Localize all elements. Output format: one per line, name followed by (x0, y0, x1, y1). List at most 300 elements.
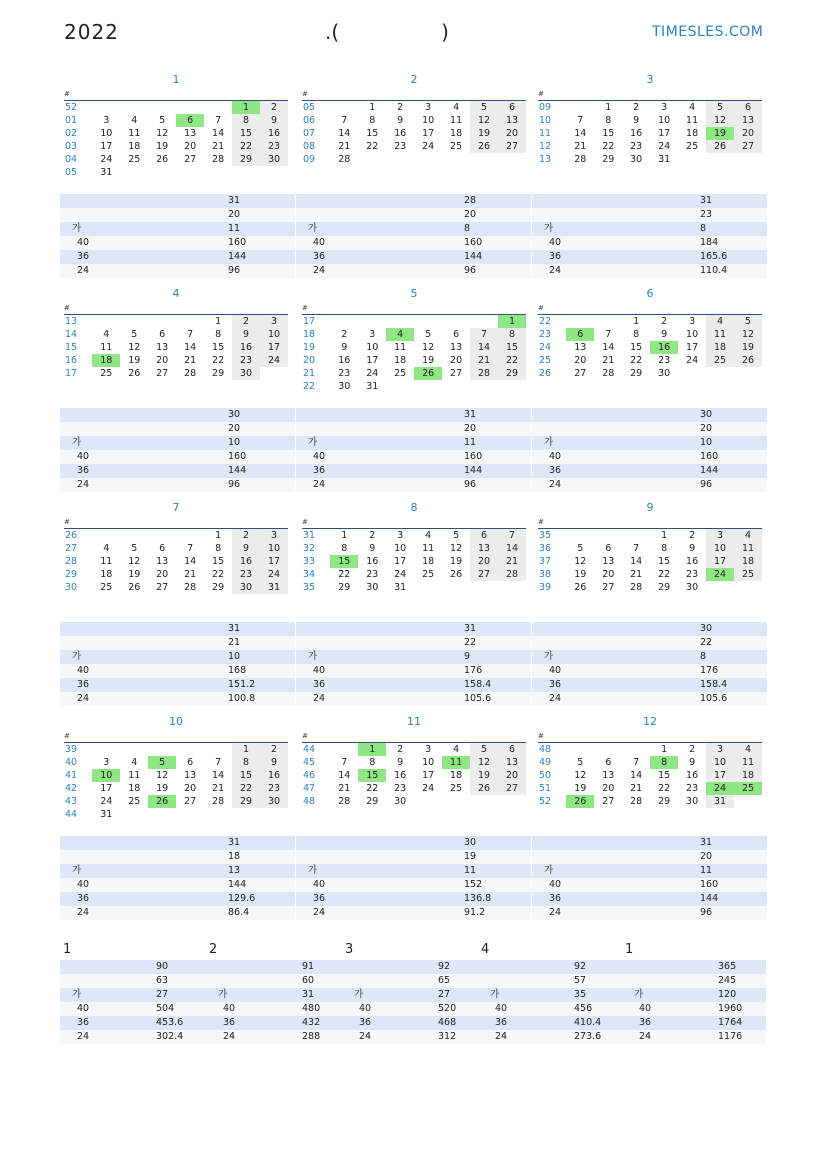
day-cell[interactable]: 14 (630, 556, 643, 567)
day-cell[interactable]: 5 (470, 101, 498, 114)
day-cell[interactable]: 1 (633, 316, 640, 327)
day-cell[interactable]: 20 (602, 569, 615, 580)
day-cell[interactable]: 22 (366, 783, 379, 794)
day-cell[interactable]: 24 (706, 568, 734, 581)
day-cell[interactable]: 7 (187, 329, 194, 340)
day-cell[interactable]: 27 (602, 796, 615, 807)
day-cell[interactable]: 12 (734, 328, 762, 341)
day-cell[interactable]: 7 (633, 757, 640, 768)
day-cell[interactable]: 23 (686, 783, 699, 794)
day-cell[interactable]: 27 (498, 782, 526, 795)
day-cell[interactable]: 14 (602, 342, 615, 353)
day-cell[interactable]: 13 (156, 556, 169, 567)
day-cell[interactable]: 29 (212, 368, 225, 379)
day-cell[interactable]: 6 (498, 743, 526, 756)
day-cell[interactable]: 26 (156, 154, 169, 165)
day-cell[interactable]: 30 (260, 795, 288, 808)
day-cell[interactable]: 29 (602, 154, 615, 165)
day-cell[interactable]: 22 (212, 569, 225, 580)
day-cell[interactable]: 8 (215, 543, 222, 554)
day-cell[interactable]: 16 (394, 770, 407, 781)
day-cell[interactable]: 24 (100, 154, 113, 165)
day-cell[interactable]: 5 (577, 757, 584, 768)
day-cell[interactable]: 29 (658, 582, 671, 593)
day-cell[interactable]: 28 (184, 582, 197, 593)
day-cell[interactable]: 3 (260, 315, 288, 328)
day-cell[interactable]: 8 (605, 115, 612, 126)
day-cell[interactable]: 6 (566, 328, 594, 341)
day-cell[interactable]: 3 (260, 529, 288, 542)
day-cell[interactable]: 9 (260, 756, 288, 769)
day-cell[interactable]: 8 (498, 328, 526, 341)
day-cell[interactable]: 5 (159, 115, 166, 126)
day-cell[interactable]: 25 (734, 568, 762, 581)
day-cell[interactable]: 25 (100, 368, 113, 379)
day-cell[interactable]: 12 (128, 556, 141, 567)
day-cell[interactable]: 12 (422, 342, 435, 353)
day-cell[interactable]: 4 (734, 743, 762, 756)
day-cell[interactable]: 29 (338, 582, 351, 593)
day-cell[interactable]: 25 (450, 783, 463, 794)
day-cell[interactable]: 14 (338, 128, 351, 139)
day-cell[interactable]: 21 (470, 354, 498, 367)
day-cell[interactable]: 26 (128, 368, 141, 379)
day-cell[interactable]: 25 (706, 354, 734, 367)
day-cell[interactable]: 17 (100, 783, 113, 794)
day-cell[interactable]: 20 (470, 555, 498, 568)
day-cell[interactable]: 19 (470, 127, 498, 140)
day-cell[interactable]: 30 (260, 153, 288, 166)
day-cell[interactable]: 24 (706, 782, 734, 795)
day-cell[interactable]: 11 (686, 115, 699, 126)
day-cell[interactable]: 7 (215, 757, 222, 768)
day-cell[interactable]: 3 (103, 115, 110, 126)
day-cell[interactable]: 30 (686, 796, 699, 807)
day-cell[interactable]: 11 (422, 543, 435, 554)
day-cell[interactable]: 19 (734, 341, 762, 354)
day-cell[interactable]: 20 (184, 783, 197, 794)
day-cell[interactable]: 18 (734, 769, 762, 782)
day-cell[interactable]: 30 (366, 582, 379, 593)
day-cell[interactable]: 23 (686, 569, 699, 580)
day-cell[interactable]: 14 (470, 341, 498, 354)
day-cell[interactable]: 10 (92, 769, 120, 782)
day-cell[interactable]: 4 (131, 757, 138, 768)
day-cell[interactable]: 1 (661, 530, 668, 541)
day-cell[interactable]: 11 (128, 128, 141, 139)
day-cell[interactable]: 2 (232, 529, 260, 542)
day-cell[interactable]: 22 (232, 140, 260, 153)
day-cell[interactable]: 12 (470, 114, 498, 127)
day-cell[interactable]: 14 (184, 342, 197, 353)
day-cell[interactable]: 5 (706, 101, 734, 114)
day-cell[interactable]: 18 (734, 555, 762, 568)
day-cell[interactable]: 3 (397, 530, 404, 541)
day-cell[interactable]: 26 (470, 782, 498, 795)
day-cell[interactable]: 7 (215, 115, 222, 126)
day-cell[interactable]: 1 (341, 530, 348, 541)
day-cell[interactable]: 10 (422, 757, 435, 768)
day-cell[interactable]: 8 (215, 329, 222, 340)
day-cell[interactable]: 5 (453, 530, 460, 541)
day-cell[interactable]: 23 (232, 354, 260, 367)
day-cell[interactable]: 2 (689, 744, 696, 755)
day-cell[interactable]: 2 (661, 316, 668, 327)
day-cell[interactable]: 18 (450, 770, 463, 781)
day-cell[interactable]: 12 (574, 770, 587, 781)
day-cell[interactable]: 13 (574, 342, 587, 353)
day-cell[interactable]: 6 (605, 757, 612, 768)
day-cell[interactable]: 26 (470, 140, 498, 153)
day-cell[interactable]: 27 (470, 568, 498, 581)
day-cell[interactable]: 18 (100, 569, 113, 580)
day-cell[interactable]: 22 (212, 355, 225, 366)
day-cell[interactable]: 24 (100, 796, 113, 807)
day-cell[interactable]: 4 (453, 744, 460, 755)
day-cell[interactable]: 21 (184, 569, 197, 580)
day-cell[interactable]: 2 (689, 530, 696, 541)
day-cell[interactable]: 17 (706, 555, 734, 568)
day-cell[interactable]: 3 (369, 329, 376, 340)
day-cell[interactable]: 1 (358, 743, 386, 756)
day-cell[interactable]: 29 (658, 796, 671, 807)
day-cell[interactable]: 9 (689, 757, 696, 768)
day-cell[interactable]: 25 (422, 569, 435, 580)
day-cell[interactable]: 21 (630, 783, 643, 794)
day-cell[interactable]: 3 (706, 743, 734, 756)
day-cell[interactable]: 17 (260, 555, 288, 568)
day-cell[interactable]: 12 (156, 770, 169, 781)
day-cell[interactable]: 11 (450, 115, 463, 126)
day-cell[interactable]: 19 (422, 355, 435, 366)
day-cell[interactable]: 8 (341, 543, 348, 554)
day-cell[interactable]: 29 (232, 795, 260, 808)
day-cell[interactable]: 7 (498, 529, 526, 542)
day-cell[interactable]: 27 (602, 582, 615, 593)
day-cell[interactable]: 5 (148, 756, 176, 769)
day-cell[interactable]: 7 (605, 329, 612, 340)
day-cell[interactable]: 5 (734, 315, 762, 328)
day-cell[interactable]: 17 (100, 141, 113, 152)
day-cell[interactable]: 1 (232, 743, 260, 756)
day-cell[interactable]: 3 (661, 102, 668, 113)
day-cell[interactable]: 8 (232, 756, 260, 769)
day-cell[interactable]: 4 (689, 102, 696, 113)
day-cell[interactable]: 26 (414, 367, 442, 380)
day-cell[interactable]: 15 (358, 769, 386, 782)
day-cell[interactable]: 26 (148, 795, 176, 808)
day-cell[interactable]: 31 (100, 167, 113, 178)
day-cell[interactable]: 13 (498, 114, 526, 127)
day-cell[interactable]: 13 (184, 128, 197, 139)
day-cell[interactable]: 21 (212, 141, 225, 152)
day-cell[interactable]: 13 (184, 770, 197, 781)
day-cell[interactable]: 16 (686, 556, 699, 567)
day-cell[interactable]: 15 (212, 556, 225, 567)
day-cell[interactable]: 15 (330, 555, 358, 568)
day-cell[interactable]: 1 (215, 530, 222, 541)
day-cell[interactable]: 12 (574, 556, 587, 567)
day-cell[interactable]: 20 (156, 355, 169, 366)
day-cell[interactable]: 31 (658, 154, 671, 165)
day-cell[interactable]: 18 (450, 128, 463, 139)
day-cell[interactable]: 28 (212, 154, 225, 165)
day-cell[interactable]: 15 (658, 556, 671, 567)
day-cell[interactable]: 21 (184, 355, 197, 366)
day-cell[interactable]: 17 (394, 556, 407, 567)
day-cell[interactable]: 11 (706, 328, 734, 341)
day-cell[interactable]: 28 (184, 368, 197, 379)
day-cell[interactable]: 11 (100, 556, 113, 567)
day-cell[interactable]: 20 (498, 769, 526, 782)
day-cell[interactable]: 26 (566, 795, 594, 808)
day-cell[interactable]: 14 (212, 128, 225, 139)
day-cell[interactable]: 16 (232, 555, 260, 568)
day-cell[interactable]: 8 (369, 115, 376, 126)
day-cell[interactable]: 20 (734, 127, 762, 140)
day-cell[interactable]: 16 (338, 355, 351, 366)
day-cell[interactable]: 2 (397, 102, 404, 113)
day-cell[interactable]: 24 (366, 368, 379, 379)
day-cell[interactable]: 9 (661, 329, 668, 340)
day-cell[interactable]: 24 (422, 783, 435, 794)
day-cell[interactable]: 19 (470, 769, 498, 782)
day-cell[interactable]: 15 (212, 342, 225, 353)
day-cell[interactable]: 2 (260, 101, 288, 114)
day-cell[interactable]: 4 (734, 529, 762, 542)
day-cell[interactable]: 15 (602, 128, 615, 139)
day-cell[interactable]: 7 (633, 543, 640, 554)
day-cell[interactable]: 20 (574, 355, 587, 366)
day-cell[interactable]: 17 (658, 128, 671, 139)
day-cell[interactable]: 11 (100, 342, 113, 353)
day-cell[interactable]: 7 (341, 115, 348, 126)
day-cell[interactable]: 10 (100, 128, 113, 139)
day-cell[interactable]: 2 (341, 329, 348, 340)
day-cell[interactable]: 24 (686, 355, 699, 366)
day-cell[interactable]: 21 (338, 141, 351, 152)
day-cell[interactable]: 27 (734, 140, 762, 153)
day-cell[interactable]: 13 (156, 342, 169, 353)
day-cell[interactable]: 11 (394, 342, 407, 353)
day-cell[interactable]: 16 (260, 769, 288, 782)
day-cell[interactable]: 22 (630, 355, 643, 366)
day-cell[interactable]: 29 (212, 582, 225, 593)
day-cell[interactable]: 9 (232, 542, 260, 555)
day-cell[interactable]: 30 (658, 368, 671, 379)
day-cell[interactable]: 8 (369, 757, 376, 768)
day-cell[interactable]: 31 (260, 581, 288, 594)
day-cell[interactable]: 16 (686, 770, 699, 781)
day-cell[interactable]: 23 (394, 141, 407, 152)
day-cell[interactable]: 28 (212, 796, 225, 807)
day-cell[interactable]: 24 (260, 354, 288, 367)
day-cell[interactable]: 30 (232, 367, 260, 380)
day-cell[interactable]: 17 (260, 341, 288, 354)
day-cell[interactable]: 10 (658, 115, 671, 126)
day-cell[interactable]: 14 (630, 770, 643, 781)
day-cell[interactable]: 10 (260, 328, 288, 341)
day-cell[interactable]: 12 (128, 342, 141, 353)
day-cell[interactable]: 7 (187, 543, 194, 554)
day-cell[interactable]: 6 (453, 329, 460, 340)
day-cell[interactable]: 20 (184, 141, 197, 152)
day-cell[interactable]: 22 (658, 569, 671, 580)
day-cell[interactable]: 5 (131, 543, 138, 554)
day-cell[interactable]: 19 (128, 569, 141, 580)
day-cell[interactable]: 16 (260, 127, 288, 140)
day-cell[interactable]: 20 (450, 355, 463, 366)
day-cell[interactable]: 15 (630, 342, 643, 353)
day-cell[interactable]: 23 (630, 141, 643, 152)
day-cell[interactable]: 23 (338, 368, 351, 379)
day-cell[interactable]: 17 (706, 769, 734, 782)
day-cell[interactable]: 22 (232, 782, 260, 795)
day-cell[interactable]: 3 (425, 744, 432, 755)
day-cell[interactable]: 3 (425, 102, 432, 113)
day-cell[interactable]: 1 (498, 315, 526, 328)
day-cell[interactable]: 30 (394, 796, 407, 807)
day-cell[interactable]: 28 (574, 154, 587, 165)
day-cell[interactable]: 28 (602, 368, 615, 379)
day-cell[interactable]: 15 (232, 769, 260, 782)
day-cell[interactable]: 23 (260, 140, 288, 153)
day-cell[interactable]: 30 (630, 154, 643, 165)
day-cell[interactable]: 8 (633, 329, 640, 340)
day-cell[interactable]: 10 (422, 115, 435, 126)
day-cell[interactable]: 13 (498, 756, 526, 769)
day-cell[interactable]: 6 (498, 101, 526, 114)
day-cell[interactable]: 15 (498, 341, 526, 354)
day-cell[interactable]: 24 (658, 141, 671, 152)
day-cell[interactable]: 27 (156, 582, 169, 593)
day-cell[interactable]: 29 (366, 796, 379, 807)
day-cell[interactable]: 9 (260, 114, 288, 127)
day-cell[interactable]: 6 (734, 101, 762, 114)
day-cell[interactable]: 4 (131, 115, 138, 126)
day-cell[interactable]: 25 (128, 154, 141, 165)
day-cell[interactable]: 5 (425, 329, 432, 340)
day-cell[interactable]: 22 (602, 141, 615, 152)
day-cell[interactable]: 4 (103, 543, 110, 554)
day-cell[interactable]: 13 (450, 342, 463, 353)
day-cell[interactable]: 23 (232, 568, 260, 581)
day-cell[interactable]: 15 (232, 127, 260, 140)
day-cell[interactable]: 22 (498, 354, 526, 367)
day-cell[interactable]: 30 (338, 381, 351, 392)
day-cell[interactable]: 4 (425, 530, 432, 541)
day-cell[interactable]: 19 (450, 556, 463, 567)
day-cell[interactable]: 27 (184, 796, 197, 807)
day-cell[interactable]: 26 (128, 582, 141, 593)
day-cell[interactable]: 20 (498, 127, 526, 140)
day-cell[interactable]: 19 (156, 783, 169, 794)
day-cell[interactable]: 29 (630, 368, 643, 379)
day-cell[interactable]: 19 (156, 141, 169, 152)
day-cell[interactable]: 2 (397, 744, 404, 755)
day-cell[interactable]: 18 (706, 341, 734, 354)
day-cell[interactable]: 9 (689, 543, 696, 554)
day-cell[interactable]: 23 (260, 782, 288, 795)
day-cell[interactable]: 26 (574, 582, 587, 593)
day-cell[interactable]: 8 (232, 114, 260, 127)
day-cell[interactable]: 1 (232, 101, 260, 114)
day-cell[interactable]: 27 (184, 154, 197, 165)
day-cell[interactable]: 31 (100, 809, 113, 820)
day-cell[interactable]: 4 (453, 102, 460, 113)
day-cell[interactable]: 5 (131, 329, 138, 340)
day-cell[interactable]: 9 (397, 757, 404, 768)
day-cell[interactable]: 16 (394, 128, 407, 139)
day-cell[interactable]: 18 (686, 128, 699, 139)
day-cell[interactable]: 2 (369, 530, 376, 541)
day-cell[interactable]: 6 (187, 757, 194, 768)
day-cell[interactable]: 1 (605, 102, 612, 113)
day-cell[interactable]: 15 (658, 770, 671, 781)
day-cell[interactable]: 10 (260, 542, 288, 555)
day-cell[interactable]: 28 (338, 154, 351, 165)
day-cell[interactable]: 27 (156, 368, 169, 379)
day-cell[interactable]: 28 (630, 796, 643, 807)
day-cell[interactable]: 9 (341, 342, 348, 353)
day-cell[interactable]: 31 (394, 582, 407, 593)
day-cell[interactable]: 6 (159, 329, 166, 340)
day-cell[interactable]: 30 (686, 582, 699, 593)
day-cell[interactable]: 1 (369, 102, 376, 113)
day-cell[interactable]: 4 (386, 328, 414, 341)
day-cell[interactable]: 28 (498, 568, 526, 581)
day-cell[interactable]: 21 (498, 555, 526, 568)
day-cell[interactable]: 18 (92, 354, 120, 367)
day-cell[interactable]: 13 (602, 556, 615, 567)
day-cell[interactable]: 25 (128, 796, 141, 807)
day-cell[interactable]: 10 (706, 542, 734, 555)
day-cell[interactable]: 7 (341, 757, 348, 768)
day-cell[interactable]: 24 (422, 141, 435, 152)
day-cell[interactable]: 27 (574, 368, 587, 379)
day-cell[interactable]: 21 (338, 783, 351, 794)
day-cell[interactable]: 27 (498, 140, 526, 153)
day-cell[interactable]: 10 (366, 342, 379, 353)
day-cell[interactable]: 28 (630, 582, 643, 593)
day-cell[interactable]: 7 (577, 115, 584, 126)
day-cell[interactable]: 25 (394, 368, 407, 379)
day-cell[interactable]: 16 (366, 556, 379, 567)
day-cell[interactable]: 12 (156, 128, 169, 139)
day-cell[interactable]: 29 (232, 153, 260, 166)
day-cell[interactable]: 18 (128, 783, 141, 794)
day-cell[interactable]: 6 (176, 114, 204, 127)
day-cell[interactable]: 21 (602, 355, 615, 366)
day-cell[interactable]: 11 (442, 756, 470, 769)
day-cell[interactable]: 1 (215, 316, 222, 327)
day-cell[interactable]: 3 (689, 316, 696, 327)
day-cell[interactable]: 8 (661, 543, 668, 554)
day-cell[interactable]: 28 (338, 796, 351, 807)
day-cell[interactable]: 17 (422, 770, 435, 781)
day-cell[interactable]: 11 (734, 756, 762, 769)
day-cell[interactable]: 22 (366, 141, 379, 152)
day-cell[interactable]: 20 (602, 783, 615, 794)
day-cell[interactable]: 24 (394, 569, 407, 580)
day-cell[interactable]: 14 (574, 128, 587, 139)
day-cell[interactable]: 5 (577, 543, 584, 554)
day-cell[interactable]: 12 (450, 543, 463, 554)
day-cell[interactable]: 8 (650, 756, 678, 769)
day-cell[interactable]: 19 (574, 569, 587, 580)
day-cell[interactable]: 13 (734, 114, 762, 127)
day-cell[interactable]: 15 (366, 128, 379, 139)
